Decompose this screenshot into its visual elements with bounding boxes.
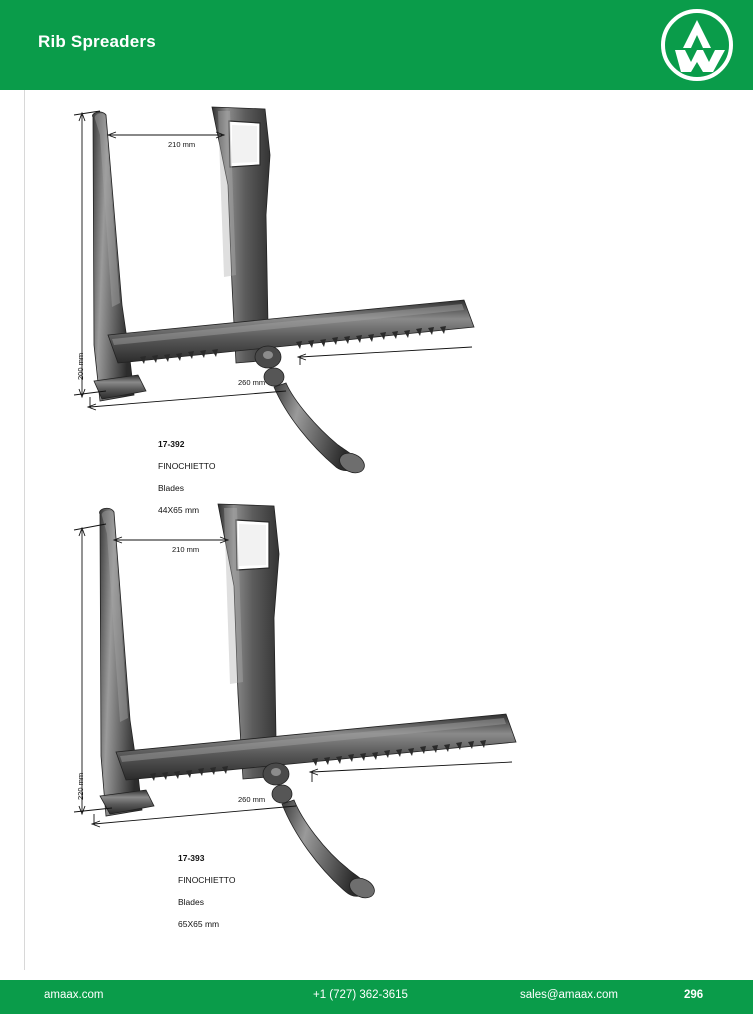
crank-handle <box>274 383 368 477</box>
page-left-margin <box>0 90 25 970</box>
product-code: 17-393 <box>178 853 205 863</box>
rack-bar <box>116 714 516 781</box>
footer-email[interactable]: sales@amaax.com <box>520 989 618 1001</box>
rack-bar <box>108 300 474 364</box>
crank-handle <box>282 800 378 902</box>
ratchet-pivot <box>263 763 292 803</box>
dim-left-220mm: 220 mm <box>76 772 85 800</box>
figure-caption-17-393 <box>178 842 235 930</box>
page-title: Rib Spreaders <box>38 32 156 51</box>
product-size: 44X65 mm <box>158 505 200 515</box>
dim-bottom-260mm: 260 mm <box>238 378 266 387</box>
product-type: Blades <box>178 897 204 907</box>
footer-website[interactable]: amaax.com <box>44 989 104 1001</box>
product-type: Blades <box>158 483 184 493</box>
dimension-lines <box>74 524 512 827</box>
figure-17-393 <box>60 490 660 940</box>
footer-page-number: 296 <box>684 989 704 1001</box>
dim-top-210mm: 210 mm <box>168 140 196 149</box>
amaax-logo <box>641 0 753 90</box>
figure-17-392 <box>60 95 620 495</box>
product-name: FINOCHIETTO <box>158 461 216 471</box>
product-name: FINOCHIETTO <box>178 875 236 885</box>
page-header <box>0 0 753 90</box>
product-code: 17-392 <box>158 439 185 449</box>
dim-top-210mm: 210 mm <box>172 545 200 554</box>
dim-left-200mm: 200 mm <box>76 352 85 380</box>
page-footer <box>0 970 753 1024</box>
product-size: 65X65 mm <box>178 919 220 929</box>
footer-phone[interactable]: +1 (727) 362-3615 <box>313 989 408 1001</box>
dim-bottom-260mm: 260 mm <box>238 795 266 804</box>
